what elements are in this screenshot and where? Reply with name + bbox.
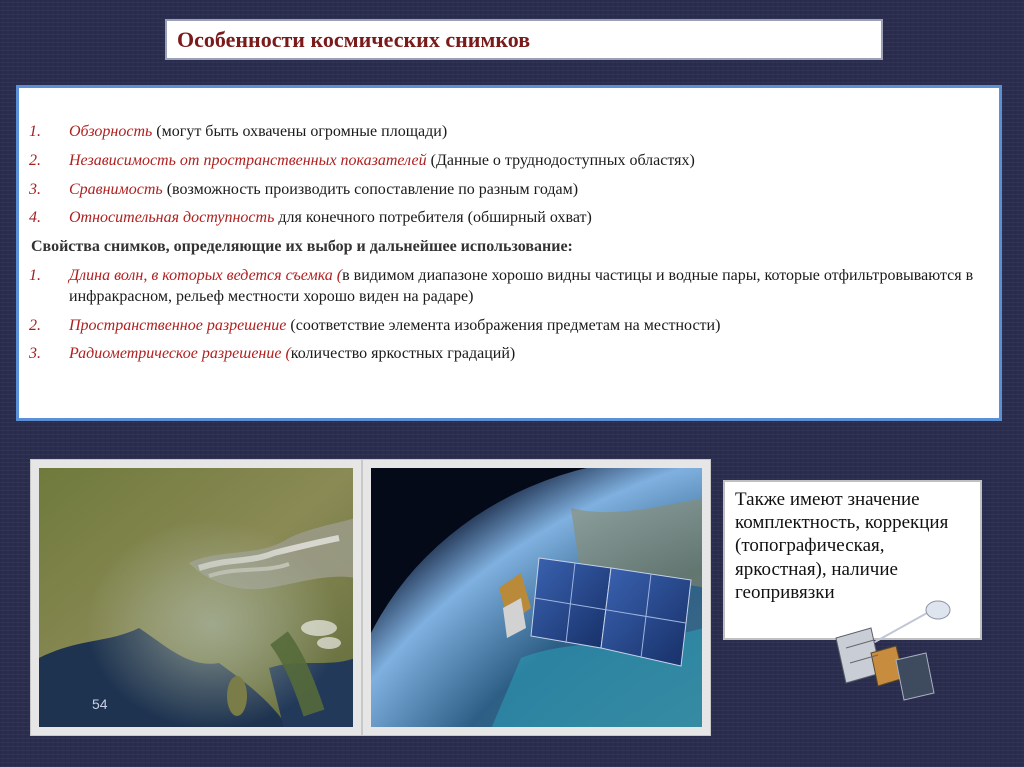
satellite-image-terrain [30,459,362,736]
list2-item [29,344,979,365]
list-number: 3. [29,180,41,198]
description: для конечного потребителя (обширный охват) [274,209,592,227]
satellite-image-orbit [362,459,711,736]
list-number: 1. [29,266,41,284]
list1-item [29,180,979,201]
description: в видимом диапазоне хорошо видны частицы и водные пары, которые отфильтровываются в инфракрасном, рельеф местности хорошо виден на радаре) [69,266,974,305]
list2-item [29,266,979,308]
list1-item [29,151,979,172]
term: Сравнимость [69,180,163,198]
description: (могут быть охвачены огромные площади) [152,123,448,140]
list1-item [29,122,979,143]
content-text [29,122,979,373]
list-number: 2. [29,151,41,169]
list2-item [29,316,979,337]
title-box [165,19,883,60]
list-number: 1. [29,123,41,140]
note-text: Также имеют значение комплектность, коррекция (топографическая, яркостная), наличие геопривязки [735,489,949,603]
term: Длина волн, в которых ведется съемка ( [69,266,343,284]
section-heading: Свойства снимков, определяющие их выбор и дальнейшее использование: [31,238,573,256]
slide-number: 54 [92,696,108,712]
term: Обзорность [69,123,153,140]
term: Радиометрическое разрешение ( [69,345,291,363]
content-box [16,85,1002,421]
term: Независимость от пространственных показателей [69,151,427,169]
orbit-image [371,468,702,727]
terrain-image [39,468,353,727]
list-number: 2. [29,316,41,334]
slide-title: Особенности космических снимков [177,27,531,52]
description: количество яркостных градаций) [290,345,516,363]
term: Пространственное разрешение [69,316,287,334]
description: (возможность производить сопоставление по разным годам) [162,180,579,198]
description: (Данные о труднодоступных областях) [426,151,695,169]
list-number: 4. [29,209,41,227]
description: (соответствие элемента изображения предметам на местности) [286,316,721,334]
term: Относительная доступность [69,209,275,227]
satellite-icon [826,598,956,713]
list1-item [29,208,979,229]
list-number: 3. [29,345,41,363]
